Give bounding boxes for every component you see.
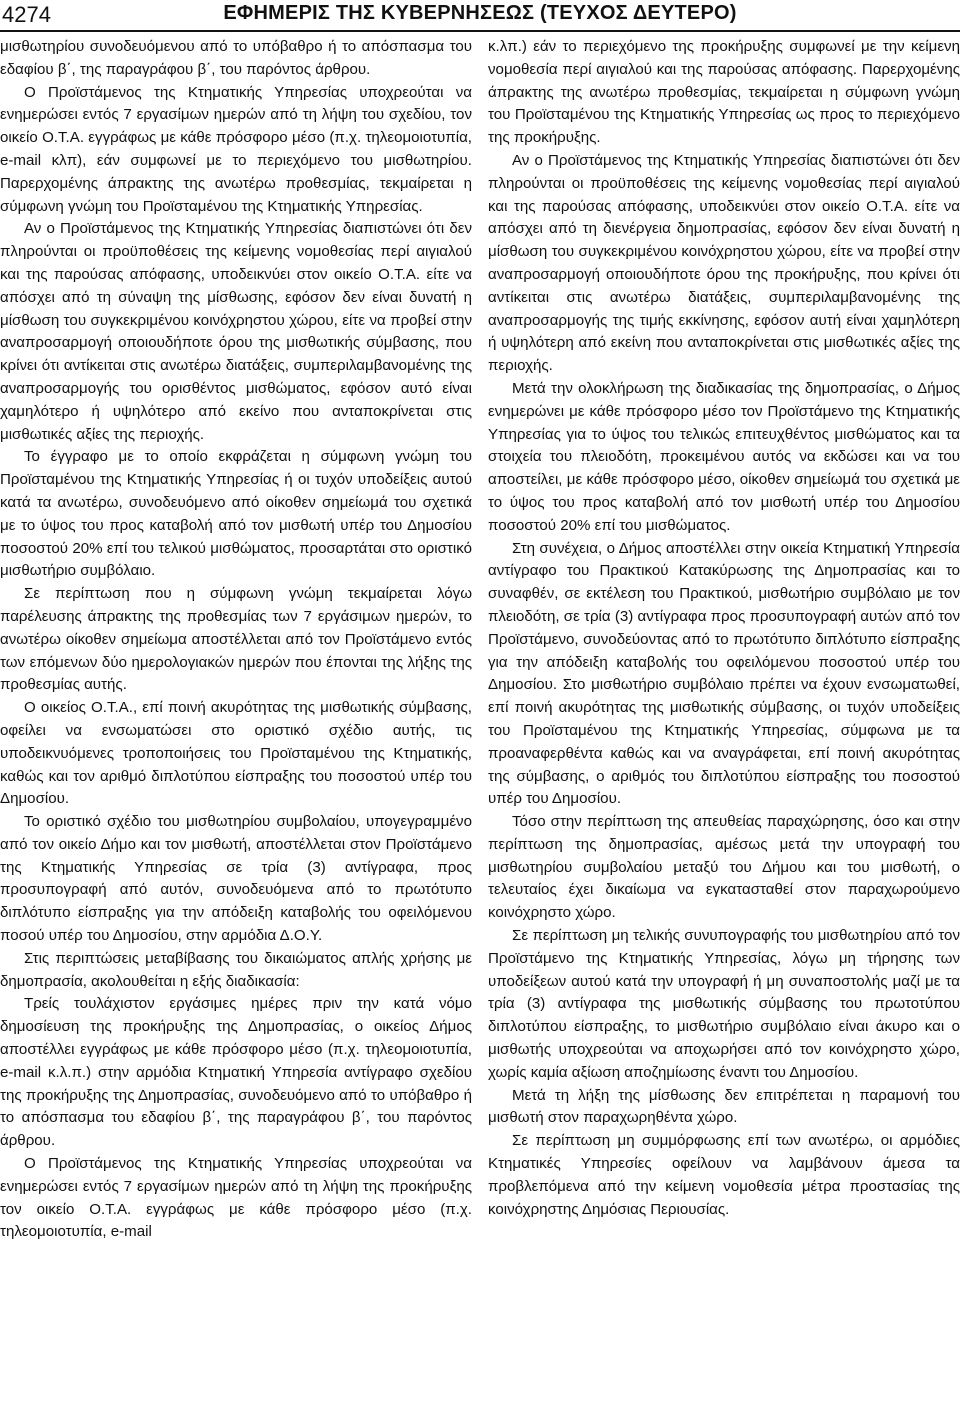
paragraph: Στη συνέχεια, ο Δήμος αποστέλλει στην οικεία Κτηματική Υπηρεσία αντίγραφο του Πρακτικού Κατακύρωσης της Δημοπρασίας και το συναφθέν, σε εκτέλεση του Πρακτικού, μισθωτήριο συμβόλαιο με τον πλειοδότη, σε τρία (3) αντίγραφα προς προσυπογραφή αυτών από τον Προϊστάμενο, συνοδεύοντας από το πρωτότυπο διπλότυπο είσπραξης για την απόδειξη καταβολής του οφειλόμενου ποσοστού υπέρ του Δημοσίου. Στο μισθωτήριο συμβόλαιο πρέπει να έχουν ενσωματωθεί, επί ποινή ακυρότητας της μισθωτικής σύμβασης, οι τυχόν υποδείξεις του Προϊσταμένου της Κτηματικής Υπηρεσίας, σύμφωνα με τα προαναφερθέντα καθώς και να αναγράφεται, επί ποινή ακυρότητας της σύμβασης, ο αριθμός του διπλοτύπου είσπραξης του ποσοστού υπέρ του Δημοσίου. [488, 539, 960, 808]
paragraph: Αν ο Προϊστάμενος της Κτηματικής Υπηρεσίας διαπιστώνει ότι δεν πληρούνται οι προϋποθέσεις της κείμενης νομοθεσίας περί αιγιαλού και της παρούσας απόφασης, υποδεικνύει στον οικείο Ο.Τ.Α. είτε να απόσχει από τη διενέργεια δημοπρασίας, εφόσον δεν είναι δυνατή η μίσθωση του συγκεκριμένου κοινόχρηστου χώρου, είτε να προβεί στην αναπροσαρμογή οποιουδήποτε όρου της προκήρυξης, που κρίνει ότι αντίκειται στις ανωτέρω διατάξεις, συμπεριλαμβανομένης της αναπροσαρμογής της τιμής εκκίνησης, εφόσον αυτή είναι χαμηλότερη ή υψηλότερη από εκείνη που ανταποκρίνεται στις μισθωτικές αξίες της περιοχής. [488, 151, 960, 375]
paragraph: Σε περίπτωση μη τελικής συνυπογραφής του μισθωτηρίου από τον Προϊστάμενο της Κτηματικής Υπηρεσίας, λόγω μη τήρησης των υποδείξεων αυτού κατά την υπογραφή ή μη συναποστολής μαζί με τα τρία (3) αντίγραφα της μισθωτικής σύμβασης του πρωτοτύπου διπλοτύπου είσπραξης, το μισθωτήριο συμβόλαιο είναι άκυρο και ο μισθωτής υποχρεούται να αποχωρήσει από τον κοινόχρηστο χώρο, χωρίς καμία αξίωση αποζημίωσης έναντι του Δημοσίου. [488, 927, 960, 1081]
paragraph: Το έγγραφο με το οποίο εκφράζεται η σύμφωνη γνώμη του Προϊσταμένου της Κτηματικής Υπηρεσίας ή οι τυχόν υποδείξεις αυτού κατά τα ανωτέρω, συνοδευόμενο από οίκοθεν σημείωμά του σχετικά με το ύψος του προς καταβολή από τον μισθωτή υπέρ του Δημοσίου ποσοστού 20% επί του τελικού μισθώματος, προσαρτάται στο οριστικό μισθωτήριο συμβόλαιο. [0, 448, 472, 580]
right-column [488, 36, 960, 1422]
paragraph: Αν ο Προϊστάμενος της Κτηματικής Υπηρεσίας διαπιστώνει ότι δεν πληρούνται οι προϋποθέσεις της κείμενης νομοθεσίας περί αιγιαλού και της παρούσας απόφασης, υποδεικνύει στον οικείο Ο.Τ.Α. είτε να απόσχει από τη σύναψη της μίσθωσης, εφόσον δεν είναι δυνατή η μίσθωση του συγκεκριμένου κοινόχρηστου χώρου, είτε να προβεί στην αναπροσαρμογή οποιουδήποτε όρου της μισθωτικής σύμβασης, που κρίνει ότι αντίκειται στις ανωτέρω διατάξεις, συμπεριλαμβανομένης της αναπροσαρμογής του ορισθέντος μισθώματος, εφόσον αυτό είναι χαμηλότερο ή υψηλότερο από εκείνο που ανταποκρίνεται στις μισθωτικές αξίες της περιοχής. [0, 220, 472, 443]
paragraph: Μετά τη λήξη της μίσθωσης δεν επιτρέπεται η παραμονή του μισθωτή στον παραχωρηθέντα χώρο. [488, 1086, 960, 1127]
paragraph: Ο Προϊστάμενος της Κτηματικής Υπηρεσίας υποχρεούται να ενημερώσει εντός 7 εργασίμων ημερών από τη λήψη της προκήρυξης τον οικείο Ο.Τ.Α. εγγράφως με κάθε πρόσφορο μέσο (π.χ. τηλεομοιοτυπία, e-mail [0, 1155, 472, 1241]
paragraph: Τρείς τουλάχιστον εργάσιμες ημέρες πριν την κατά νόμο δημοσίευση της προκήρυξης της Δημοπρασίας, ο οικείος Δήμος αποστέλλει εγγράφως με κάθε πρόσφορο μέσο (π.χ. τηλεομοιοτυπία, e-mail κ.λ.π.) στην αρμόδια Κτηματική Υπηρεσία αντίγραφο σχεδίου της προκήρυξης της Δημοπρασίας, συνοδευόμενο από το υπόβαθρο ή το απόσπασμα του εδαφίου β΄, της παραγράφου β΄, του παρόντος άρθρου. [0, 995, 472, 1150]
paragraph: μισθωτηρίου συνοδευόμενου από το υπόβαθρο ή το απόσπασμα του εδαφίου β΄, της παραγράφου β΄, του παρόντος άρθρου. [0, 38, 472, 78]
paragraph: Ο οικείος Ο.Τ.Α., επί ποινή ακυρότητας της μισθωτικής σύμβασης, οφείλει να ενσωματώσει στο οριστικό σχέδιο αυτής, τις υποδεικνυόμενες τροποποιήσεις του Προϊσταμένου της Κτηματικής, καθώς και τον αριθμό διπλοτύπου είσπραξης του ποσοστού υπέρ του Δημοσίου. [0, 699, 472, 808]
left-column [0, 36, 472, 1422]
paragraph: Τόσο στην περίπτωση της απευθείας παραχώρησης, όσο και στην περίπτωση της δημοπρασίας, αμέσως μετά την υπογραφή του μισθωτηρίου συμβολαίου μεταξύ του Δήμου και του μισθωτή, ο τελευταίος έχει δικαίωμα να εγκατασταθεί στον παραχωρούμενο κοινόχρηστο χώρο. [488, 813, 960, 922]
paragraph: Σε περίπτωση που η σύμφωνη γνώμη τεκμαίρεται λόγω παρέλευσης άπρακτης της προθεσμίας των 7 εργάσιμων ημερών, το ανωτέρω οίκοθεν σημείωμα αποστέλλεται από τον Προϊστάμενο εντός των επόμενων δύο ημερολογιακών ημερών που έπονται της λήξης της προθεσμίας αυτής. [0, 585, 472, 694]
paragraph: Ο Προϊστάμενος της Κτηματικής Υπηρεσίας υποχρεούται να ενημερώσει εντός 7 εργασίμων ημερών από τη λήψη του σχεδίου, τον οικείο Ο.Τ.Α. εγγράφως με κάθε πρόσφορο μέσο (π.χ. τηλεομοιοτυπία, e-mail κλπ), εάν συμφωνεί με το περιεχόμενο του μισθωτηρίου. Παρερχομένης άπρακτης της ανωτέρω προθεσμίας, τεκμαίρεται η σύμφωνη γνώμη του Προϊσταμένου της Κτηματικής Υπηρεσίας. [0, 83, 472, 215]
header-rule [0, 30, 960, 32]
paragraph: Σε περίπτωση μη συμμόρφωσης επί των ανωτέρω, οι αρμόδιες Κτηματικές Υπηρεσίες οφείλουν να λαμβάνουν άμεσα τα προβλεπόμενα από την κείμενη νομοθεσία μέτρα προστασίας της κοινόχρηστης Δημόσιας Περιουσίας. [488, 1132, 960, 1218]
paragraph: Το οριστικό σχέδιο του μισθωτηρίου συμβολαίου, υπογεγραμμένο από τον οικείο Δήμο και τον μισθωτή, αποστέλλεται στον Προϊστάμενο της Κτηματικής Υπηρεσίας σε τρία (3) αντίγραφα, προς προσυπογραφή από αυτόν, συνοδευόμενα από το πρωτότυπο διπλότυπο είσπραξης για την απόδειξη καταβολής του οφειλόμενου ποσού υπέρ του Δημοσίου, στην αρμόδια Δ.Ο.Υ. [0, 813, 472, 945]
paragraph: Στις περιπτώσεις μεταβίβασης του δικαιώματος απλής χρήσης με δημοπρασία, ακολουθείται η εξής διαδικασία: [0, 949, 472, 990]
page-number: 4274 [2, 2, 51, 27]
gazette-title: ΕΦΗΜΕΡΙΣ ΤΗΣ ΚΥΒΕΡΝΗΣΕΩΣ (ΤΕΥΧΟΣ ΔΕΥΤΕΡΟ) [223, 2, 737, 24]
paragraph: Μετά την ολοκλήρωση της διαδικασίας της δημοπρασίας, ο Δήμος ενημερώνει με κάθε πρόσφορο μέσο τον Προϊστάμενο της Κτηματικής Υπηρεσίας για το ύψος του τελικώς επιτευχθέντος μισθώματος και τα στοιχεία του πλειοδότη, προκειμένου αυτός να εκδώσει και να του αποστείλει, με κάθε πρόσφορο μέσο, οίκοθεν σημείωμά του σχετικά με το ύψος του προς καταβολή από τον μισθωτή υπέρ του Δημοσίου ποσοστού 20% επί του μισθώματος. [488, 379, 960, 534]
page-header [0, 0, 960, 34]
paragraph: κ.λπ.) εάν το περιεχόμενο της προκήρυξης συμφωνεί με την κείμενη νομοθεσία περί αιγιαλού και της παρούσας απόφασης. Παρερχομένης άπρακτης της ανωτέρω προθεσμίας, τεκμαίρεται η σύμφωνη γνώμη του Προϊσταμένου της Κτηματικής Υπηρεσίας ως προς το περιεχόμενο της προκήρυξης. [488, 38, 960, 147]
